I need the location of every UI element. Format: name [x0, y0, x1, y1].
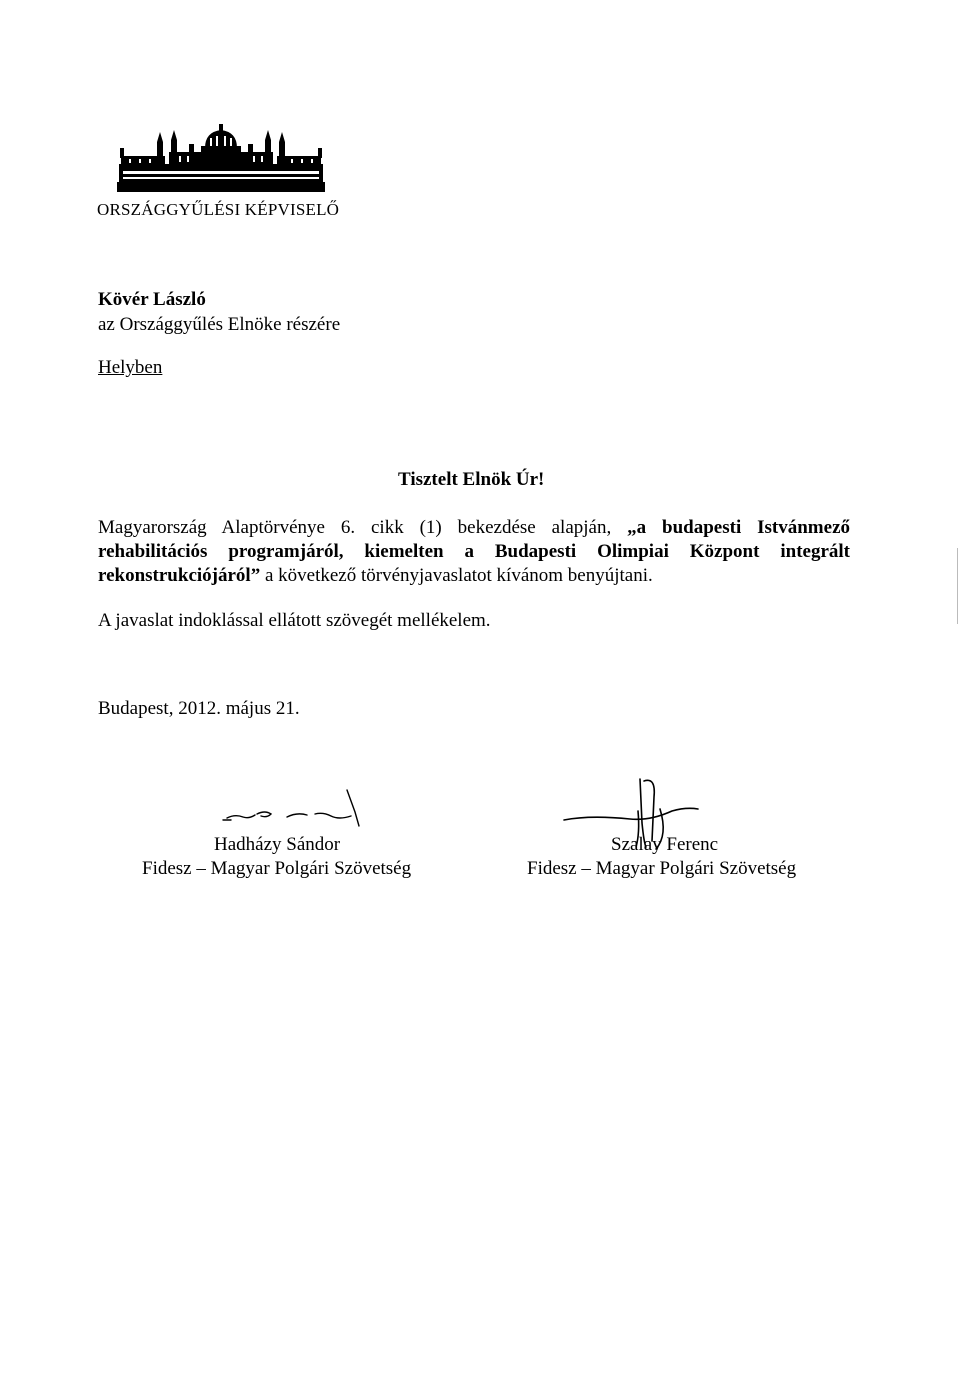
signer-1-party: Fidesz – Magyar Polgári Szövetség	[142, 858, 412, 879]
signer-1-name: Hadházy Sándor	[214, 834, 341, 855]
scan-margin-line	[957, 548, 958, 624]
signer-2-name: Szalay Ferenc	[611, 834, 719, 855]
recipient-location: Helyben	[98, 357, 163, 378]
header-title: ORSZÁGGYŰLÉSI KÉPVISELŐ	[97, 200, 340, 219]
body-paragraph-1	[98, 516, 850, 588]
bill-title: „a budapesti Istvánmező rehabilitációs programjáról, kiemelten a Budapesti Olimpiai Központ integrált rekonstrukciójáról”	[98, 517, 850, 586]
date-line: Budapest, 2012. május 21.	[98, 698, 300, 719]
parliament-building-icon	[117, 124, 325, 192]
body-paragraph-2: A javaslat indoklással ellátott szövegét mellékelem.	[98, 610, 491, 631]
salutation: Tisztelt Elnök Úr!	[398, 469, 545, 490]
body-paragraph-1-end: a következő törvényjavaslatot kívánom benyújtani.	[260, 565, 653, 586]
body-paragraph-1-intro: Magyarország Alaptörvénye 6. cikk (1) bekezdése alapján,	[98, 517, 628, 538]
signature-1-scribble	[205, 770, 375, 840]
signer-2-party: Fidesz – Magyar Polgári Szövetség	[527, 858, 797, 879]
recipient-name: Kövér László	[98, 289, 206, 310]
recipient-title: az Országgyűlés Elnöke részére	[98, 314, 341, 335]
